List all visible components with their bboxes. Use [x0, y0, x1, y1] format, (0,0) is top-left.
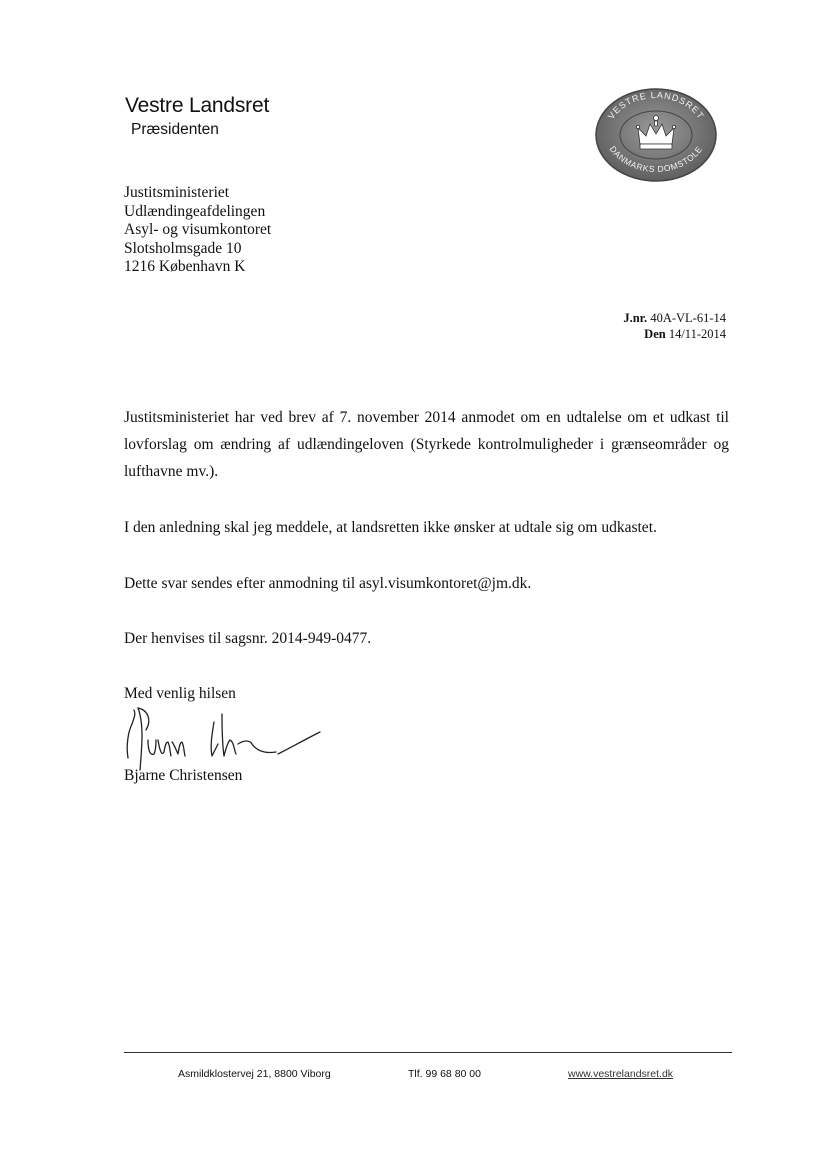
journal-number-value: 40A-VL-61-14 [650, 311, 726, 325]
reference-block [623, 310, 726, 342]
organization-role: Præsidenten [131, 121, 219, 138]
letter-body [124, 404, 729, 702]
letter-date-value: 14/11-2014 [668, 327, 726, 341]
body-paragraph: Der henvises til sagsnr. 2014-949-0477. [124, 630, 372, 647]
recipient-line: 1216 København K [124, 258, 246, 275]
recipient-line: Slotsholmsgade 10 [124, 239, 242, 257]
recipient-line: Justitsministeriet [124, 184, 230, 201]
recipient-line: Udlændingeafdelingen [124, 202, 266, 220]
footer-divider [124, 1052, 732, 1053]
svg-text:DANMARKS DOMSTOLE: DANMARKS DOMSTOLE [607, 144, 705, 175]
body-paragraph: I den anledning skal jeg meddele, at landsretten ikke ønsker at udtale sig om udkastet. [124, 519, 657, 536]
svg-text:VESTRE LANDSRET: VESTRE LANDSRET [605, 89, 707, 122]
journal-number-label: J.nr. [623, 311, 648, 325]
footer-address: Asmildklostervej 21, 8800 Viborg [178, 1068, 331, 1080]
body-paragraph: Justitsministeriet har ved brev af 7. november 2014 anmodet om en udtalelse om et udkast til lovforslag om ændring af udlændingeloven (Styrkede kontrolmuligheder i grænseområder og lufthavne mv.). [124, 409, 729, 480]
recipient-line: Asyl- og visumkontoret [124, 221, 272, 238]
journal-number [623, 310, 726, 326]
footer-website-link[interactable]: www.vestrelandsret.dk [568, 1068, 674, 1080]
organization-name: Vestre Landsret [125, 94, 270, 117]
letter-date-label: Den [644, 327, 666, 341]
body-paragraph: Dette svar sendes efter anmodning til asyl.visumkontoret@jm.dk. [124, 575, 532, 592]
letter-date [623, 326, 726, 342]
footer-phone: Tlf. 99 68 80 00 [408, 1068, 481, 1080]
recipient-address [124, 184, 271, 277]
court-seal-logo [594, 86, 718, 184]
closing-salutation: Med venlig hilsen [124, 685, 236, 702]
signer-name: Bjarne Christensen [124, 767, 243, 784]
